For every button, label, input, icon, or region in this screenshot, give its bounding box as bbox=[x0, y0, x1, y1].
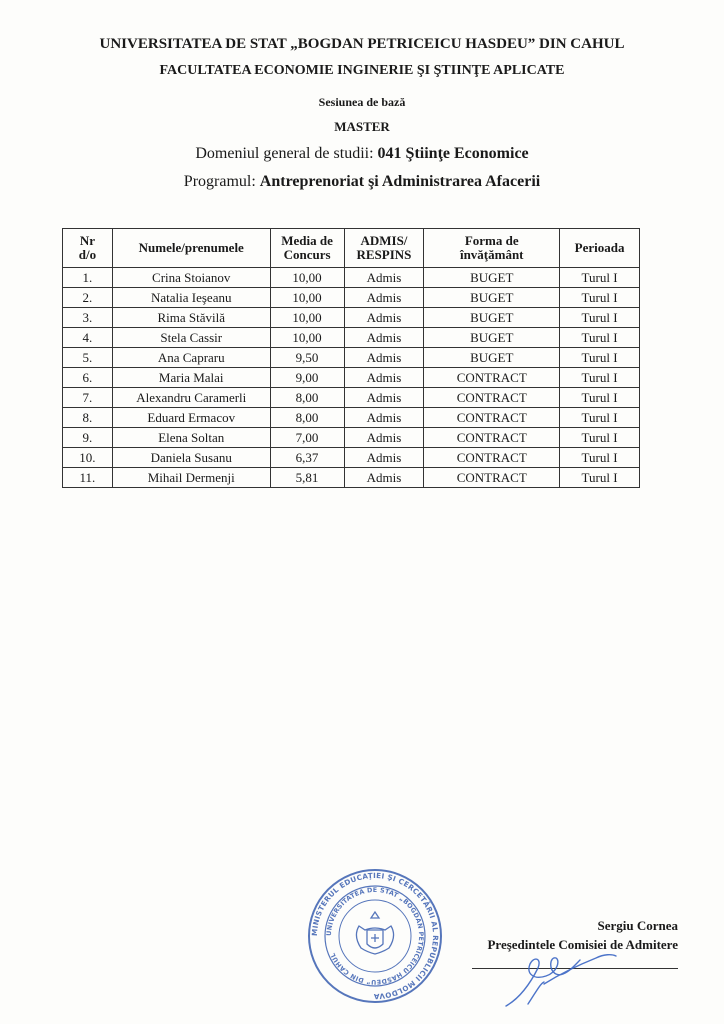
cell-name: Stela Cassir bbox=[112, 328, 270, 348]
cell-status: Admis bbox=[344, 408, 424, 428]
cell-media: 10,00 bbox=[270, 268, 344, 288]
cell-media: 9,50 bbox=[270, 348, 344, 368]
cell-forma: CONTRACT bbox=[424, 408, 560, 428]
cell-perioada: Turul I bbox=[560, 428, 640, 448]
cell-perioada: Turul I bbox=[560, 388, 640, 408]
cell-perioada: Turul I bbox=[560, 408, 640, 428]
table-row bbox=[63, 288, 640, 308]
cell-forma: BUGET bbox=[424, 268, 560, 288]
cell-media: 7,00 bbox=[270, 428, 344, 448]
cell-name: Maria Malai bbox=[112, 368, 270, 388]
table-row bbox=[63, 408, 640, 428]
cell-nr: 9. bbox=[63, 428, 113, 448]
header-name: Numele/prenumele bbox=[112, 229, 270, 268]
header-perioada: Perioada bbox=[560, 229, 640, 268]
cell-status: Admis bbox=[344, 468, 424, 488]
program-label: Programul: bbox=[183, 173, 256, 190]
cell-nr: 3. bbox=[63, 308, 113, 328]
cell-nr: 11. bbox=[63, 468, 113, 488]
cell-status: Admis bbox=[344, 288, 424, 308]
cell-nr: 10. bbox=[63, 448, 113, 468]
level-label: MASTER bbox=[334, 119, 390, 134]
header-nr: Nr d/o bbox=[63, 229, 113, 268]
header-media: Media de Concurs bbox=[270, 229, 344, 268]
table-row bbox=[63, 448, 640, 468]
table-row bbox=[63, 348, 640, 368]
cell-status: Admis bbox=[344, 328, 424, 348]
cell-status: Admis bbox=[344, 388, 424, 408]
cell-forma: CONTRACT bbox=[424, 428, 560, 448]
table-row bbox=[63, 428, 640, 448]
signatory-name: Sergiu Cornea bbox=[597, 918, 678, 933]
cell-forma: BUGET bbox=[424, 328, 560, 348]
cell-perioada: Turul I bbox=[560, 368, 640, 388]
cell-status: Admis bbox=[344, 448, 424, 468]
cell-forma: CONTRACT bbox=[424, 448, 560, 468]
cell-media: 6,37 bbox=[270, 448, 344, 468]
cell-name: Alexandru Caramerli bbox=[112, 388, 270, 408]
cell-name: Elena Soltan bbox=[112, 428, 270, 448]
cell-forma: BUGET bbox=[424, 348, 560, 368]
handwritten-signature-icon bbox=[500, 944, 630, 1014]
cell-status: Admis bbox=[344, 348, 424, 368]
official-stamp-icon bbox=[307, 868, 443, 1004]
stamp-outer-text: MINISTERUL EDUCAŢIEI ŞI CERCETĂRII AL REPUBLICII MOLDOVA bbox=[309, 870, 441, 1002]
cell-name: Rima Stăvilă bbox=[112, 308, 270, 328]
cell-name: Mihail Dermenji bbox=[112, 468, 270, 488]
cell-nr: 8. bbox=[63, 408, 113, 428]
table-row bbox=[63, 328, 640, 348]
table-row bbox=[63, 388, 640, 408]
cell-perioada: Turul I bbox=[560, 328, 640, 348]
header-status: ADMIS/ RESPINS bbox=[344, 229, 424, 268]
cell-perioada: Turul I bbox=[560, 448, 640, 468]
cell-name: Crina Stoianov bbox=[112, 268, 270, 288]
cell-media: 10,00 bbox=[270, 308, 344, 328]
cell-status: Admis bbox=[344, 368, 424, 388]
cell-perioada: Turul I bbox=[560, 308, 640, 328]
cell-name: Daniela Susanu bbox=[112, 448, 270, 468]
cell-status: Admis bbox=[344, 268, 424, 288]
domain-line bbox=[0, 145, 724, 163]
cell-status: Admis bbox=[344, 428, 424, 448]
table-row bbox=[63, 308, 640, 328]
cell-nr: 4. bbox=[63, 328, 113, 348]
cell-name: Eduard Ermacov bbox=[112, 408, 270, 428]
cell-media: 8,00 bbox=[270, 388, 344, 408]
cell-name: Natalia Ieşeanu bbox=[112, 288, 270, 308]
cell-name: Ana Capraru bbox=[112, 348, 270, 368]
cell-perioada: Turul I bbox=[560, 288, 640, 308]
university-title: UNIVERSITATEA DE STAT „BOGDAN PETRICEICU HASDEU” DIN CAHUL bbox=[99, 36, 625, 52]
cell-perioada: Turul I bbox=[560, 268, 640, 288]
cell-nr: 1. bbox=[63, 268, 113, 288]
cell-forma: CONTRACT bbox=[424, 468, 560, 488]
cell-forma: BUGET bbox=[424, 288, 560, 308]
cell-media: 5,81 bbox=[270, 468, 344, 488]
header-forma: Forma de învăţământ bbox=[424, 229, 560, 268]
cell-forma: CONTRACT bbox=[424, 388, 560, 408]
cell-nr: 5. bbox=[63, 348, 113, 368]
cell-status: Admis bbox=[344, 308, 424, 328]
cell-media: 8,00 bbox=[270, 408, 344, 428]
session-label: Sesiunea de bază bbox=[318, 95, 406, 109]
domain-value: 041 Ştiinţe Economice bbox=[377, 145, 529, 162]
domain-label: Domeniul general de studii: bbox=[195, 145, 374, 162]
program-value: Antreprenoriat şi Administrarea Afacerii bbox=[259, 173, 541, 190]
cell-forma: CONTRACT bbox=[424, 368, 560, 388]
table-row bbox=[63, 368, 640, 388]
cell-forma: BUGET bbox=[424, 308, 560, 328]
table-row bbox=[63, 468, 640, 488]
cell-nr: 7. bbox=[63, 388, 113, 408]
cell-perioada: Turul I bbox=[560, 468, 640, 488]
table-row bbox=[63, 268, 640, 288]
cell-media: 10,00 bbox=[270, 288, 344, 308]
program-line bbox=[0, 173, 724, 191]
cell-media: 10,00 bbox=[270, 328, 344, 348]
cell-perioada: Turul I bbox=[560, 348, 640, 368]
signatory-role: Preşedintele Comisiei de Admitere bbox=[487, 937, 678, 952]
table-header-row bbox=[63, 229, 640, 268]
cell-media: 9,00 bbox=[270, 368, 344, 388]
cell-nr: 6. bbox=[63, 368, 113, 388]
results-table bbox=[62, 228, 640, 488]
faculty-title: FACULTATEA ECONOMIE INGINERIE ŞI ŞTIINŢE APLICATE bbox=[159, 63, 565, 78]
stamp-inner-text: UNIVERSITATEA DE STAT „BOGDAN PETRICEICU HASDEU” DIN CAHUL bbox=[324, 885, 426, 987]
cell-nr: 2. bbox=[63, 288, 113, 308]
